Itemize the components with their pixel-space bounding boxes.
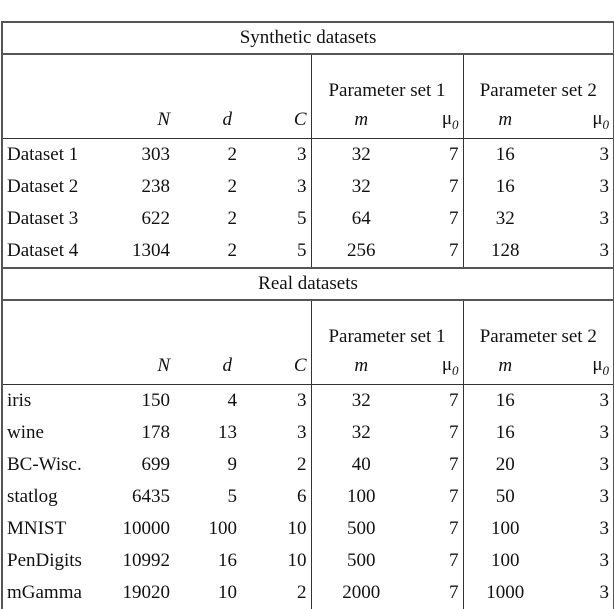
cell-mu1: 7 <box>449 454 459 475</box>
cell-m2: 128 <box>463 235 541 268</box>
cell-m2: 50 <box>463 481 541 513</box>
section-title-row <box>2 268 614 300</box>
cell-mu2: 3 <box>599 454 610 475</box>
cell-m1: 500 <box>311 545 393 577</box>
header-row-columns <box>2 348 614 385</box>
col-N: N <box>157 109 170 130</box>
cell-C: 3 <box>297 422 307 443</box>
dataset-name: Dataset 3 <box>7 208 79 229</box>
cell-N: 699 <box>141 454 170 475</box>
col-N: N <box>157 355 170 376</box>
dataset-name: Dataset 2 <box>7 176 79 197</box>
cell-N: 178 <box>141 422 170 443</box>
section-title: Synthetic datasets <box>2 22 614 54</box>
cell-C: 2 <box>297 454 307 475</box>
cell-mu1: 7 <box>449 208 459 229</box>
cell-mu2: 3 <box>599 208 610 229</box>
cell-C: 6 <box>297 486 307 507</box>
table-row <box>2 417 614 449</box>
col-mu1: $\mu_0$ <box>441 353 459 378</box>
cell-mu2: 3 <box>599 582 610 603</box>
parameter-set-1-header: Parameter set 1 <box>311 54 463 102</box>
cell-C: 10 <box>287 518 307 539</box>
col-mu1: $\mu_0$ <box>441 107 459 132</box>
cell-d: 10 <box>218 582 237 603</box>
cell-mu2: 3 <box>599 240 610 261</box>
cell-m2: 100 <box>463 545 541 577</box>
cell-N: 6435 <box>132 486 170 507</box>
section-title-row <box>2 22 614 54</box>
col-mu2: $\mu_0$ <box>592 353 610 378</box>
parameter-set-1-header: Parameter set 1 <box>311 300 463 348</box>
cell-mu1: 7 <box>449 518 459 539</box>
cell-d: 13 <box>218 422 237 443</box>
table-row <box>2 449 614 481</box>
cell-mu1: 7 <box>449 144 459 165</box>
cell-mu1: 7 <box>449 550 459 571</box>
cell-d: 4 <box>227 390 237 411</box>
col-d: d <box>222 355 232 376</box>
cell-m2: 20 <box>463 449 541 481</box>
datasets-table <box>1 21 614 609</box>
col-m2: m <box>498 355 513 376</box>
cell-C: 3 <box>297 390 307 411</box>
cell-mu2: 3 <box>599 144 610 165</box>
cell-d: 16 <box>218 550 237 571</box>
cell-C: 3 <box>297 176 307 197</box>
cell-N: 150 <box>141 390 170 411</box>
cell-m1: 500 <box>311 513 393 545</box>
cell-N: 1304 <box>132 240 170 261</box>
cell-d: 2 <box>227 208 237 229</box>
cell-C: 2 <box>297 582 307 603</box>
cell-m1: 32 <box>311 171 393 203</box>
table-row <box>2 577 614 609</box>
cell-m1: 32 <box>311 417 393 449</box>
col-m1: m <box>354 109 369 130</box>
cell-N: 303 <box>141 144 170 165</box>
cell-mu2: 3 <box>599 390 610 411</box>
dataset-name: MNIST <box>7 518 67 539</box>
table-row <box>2 481 614 513</box>
cell-m1: 40 <box>311 449 393 481</box>
header-row-columns <box>2 102 614 139</box>
cell-m1: 32 <box>311 385 393 418</box>
cell-m2: 16 <box>463 139 541 172</box>
section-title: Real datasets <box>2 268 614 300</box>
dataset-name: statlog <box>7 486 58 507</box>
cell-N: 10992 <box>122 550 170 571</box>
table-row <box>2 545 614 577</box>
cell-mu1: 7 <box>449 422 459 443</box>
cell-m2: 16 <box>463 417 541 449</box>
dataset-name: Dataset 4 <box>7 240 79 261</box>
dataset-name: BC-Wisc. <box>7 454 82 475</box>
table-row <box>2 235 614 268</box>
dataset-name: PenDigits <box>7 550 82 571</box>
cell-mu2: 3 <box>599 422 610 443</box>
cell-mu2: 3 <box>599 486 610 507</box>
col-m2: m <box>498 109 513 130</box>
table-row <box>2 513 614 545</box>
col-d: d <box>222 109 232 130</box>
table-row <box>2 203 614 235</box>
cell-mu2: 3 <box>599 518 610 539</box>
cell-m1: 2000 <box>311 577 393 609</box>
dataset-name: Dataset 1 <box>7 144 79 165</box>
cell-m1: 32 <box>311 139 393 172</box>
cell-N: 10000 <box>122 518 170 539</box>
cell-mu1: 7 <box>449 176 459 197</box>
table-row <box>2 171 614 203</box>
dataset-name: mGamma <box>7 582 82 603</box>
cell-N: 19020 <box>122 582 170 603</box>
cell-mu1: 7 <box>449 390 459 411</box>
cell-m2: 100 <box>463 513 541 545</box>
cell-d: 2 <box>227 176 237 197</box>
cell-d: 2 <box>227 240 237 261</box>
cell-mu1: 7 <box>449 240 459 261</box>
cell-N: 238 <box>141 176 170 197</box>
cell-m2: 16 <box>463 385 541 418</box>
cell-m1: 64 <box>311 203 393 235</box>
parameter-set-2-header: Parameter set 2 <box>463 300 614 348</box>
cell-m2: 32 <box>463 203 541 235</box>
col-mu2: $\mu_0$ <box>592 107 610 132</box>
dataset-name: wine <box>7 422 44 443</box>
cell-m1: 100 <box>311 481 393 513</box>
parameter-set-2-header: Parameter set 2 <box>463 54 614 102</box>
cell-N: 622 <box>141 208 170 229</box>
cell-d: 100 <box>208 518 237 539</box>
cell-d: 9 <box>227 454 237 475</box>
header-row-groups <box>2 300 614 348</box>
header-row-groups <box>2 54 614 102</box>
cell-m1: 256 <box>311 235 393 268</box>
cell-mu2: 3 <box>599 550 610 571</box>
table-row <box>2 139 614 172</box>
table-row <box>2 385 614 418</box>
cell-mu2: 3 <box>599 176 610 197</box>
cell-d: 2 <box>227 144 237 165</box>
cell-m2: 16 <box>463 171 541 203</box>
cell-C: 10 <box>287 550 307 571</box>
cell-mu1: 7 <box>449 582 459 603</box>
cell-C: 5 <box>297 240 307 261</box>
cell-d: 5 <box>227 486 237 507</box>
cell-m2: 1000 <box>463 577 541 609</box>
col-C: C <box>293 109 307 130</box>
col-m1: m <box>354 355 369 376</box>
cell-C: 3 <box>297 144 307 165</box>
cell-mu1: 7 <box>449 486 459 507</box>
dataset-name: iris <box>7 390 32 411</box>
col-C: C <box>293 355 307 376</box>
cell-C: 5 <box>297 208 307 229</box>
